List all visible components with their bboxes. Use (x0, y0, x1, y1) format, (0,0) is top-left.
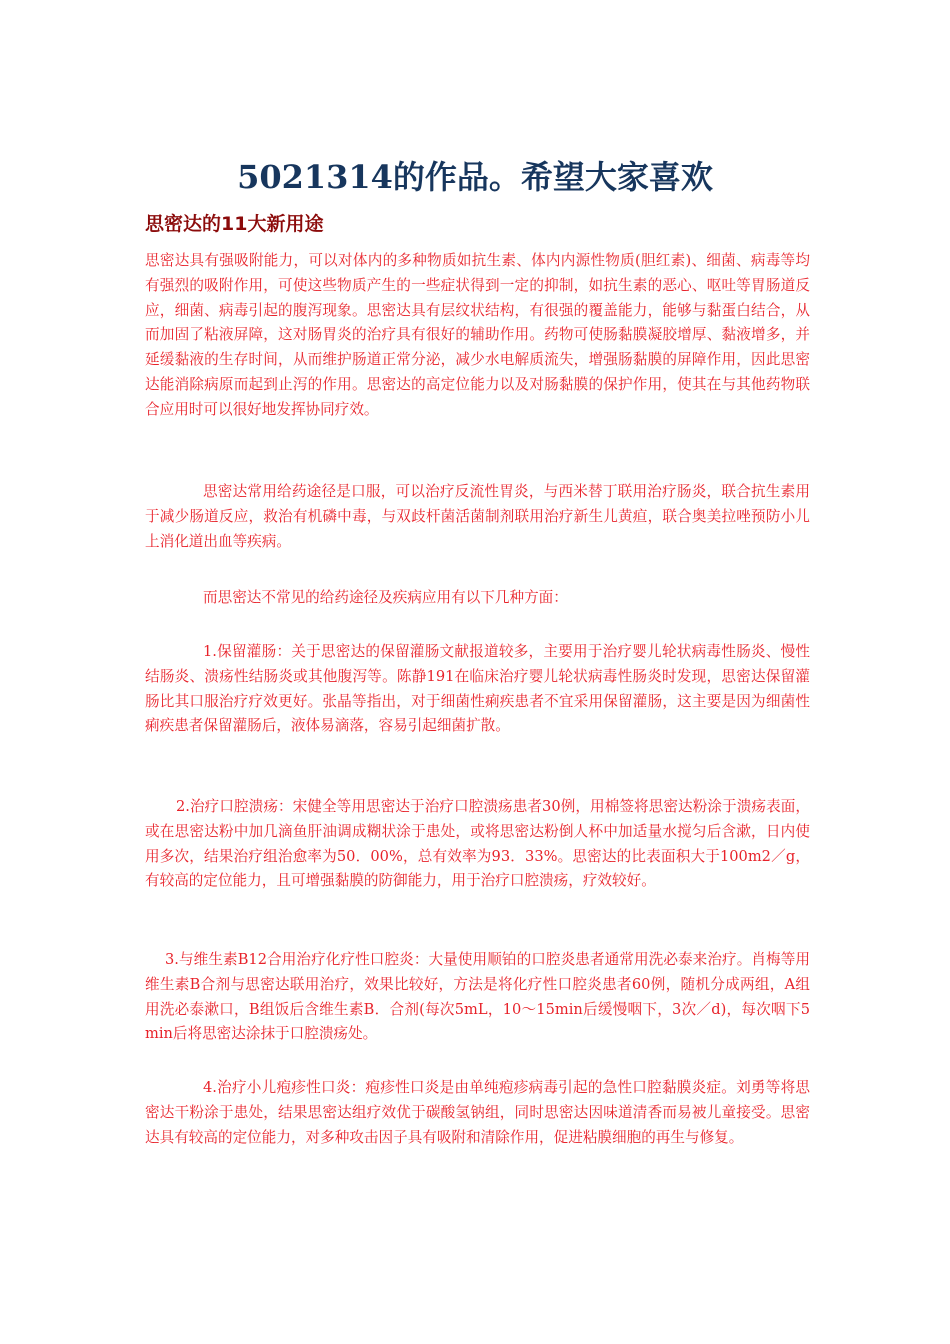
section-heading: 思密达的11大新用途 (145, 213, 324, 235)
paragraph-item-4-herpetic-stomatitis: 4.治疗小儿疱疹性口炎：疱疹性口炎是由单纯疱疹病毒引起的急性口腔黏膜炎症。刘勇等将思密达干粉涂于患处，结果思密达组疗效优于碳酸氢钠组，同时思密达因味道清香而易被儿童接受。思密达具有较高的定位能力，对多种攻击因子具有吸附和清除作用，促进粘膜细胞的再生与修复。 (145, 1079, 810, 1146)
paragraph-item-2-oral-ulcer: 2.治疗口腔溃疡：宋健全等用思密达于治疗口腔溃疡患者30例，用棉签将思密达粉涂于溃疡表面，或在思密达粉中加几滴鱼肝油调成糊状涂于患处，或将思密达粉倒人杯中加适量水搅匀后含漱，日内使用多次，结果治疗组治愈率为50．00%，总有效率为93．33%。思密达的比表面积大于100m2／g，有较高的定位能力，且可增强黏膜的防御能力，用于治疗口腔溃疡，疗效较好。 (145, 798, 810, 890)
paragraph-uncommon-routes-lead: 而思密达不常见的给药途径及疾病应用有以下几种方面： (203, 589, 568, 606)
page-title: 5021314的作品。希望大家喜欢 (237, 158, 713, 196)
paragraph-item-3-vitamin-b12: 3.与维生素B12合用治疗化疗性口腔炎：大量使用顺铂的口腔炎患者通常用洗必泰来治疗。肖梅等用维生素B合剂与思密达联用治疗，效果比较好，方法是将化疗性口腔炎患者60例，随机分成两组，A组用洗必泰漱口，B组饭后含维生素B．合剂(每次5mL，10～15min后缓慢咽下，3次／d)，每次咽下5min后将思密达涂抹于口腔溃疡处。 (145, 951, 810, 1043)
paragraph-intro: 思密达具有强吸附能力，可以对体内的多种物质如抗生素、体内内源性物质(胆红素)、细菌、病毒等均有强烈的吸附作用，可使这些物质产生的一些症状得到一定的抑制，如抗生素的恶心、呕吐等胃肠道反应，细菌、病毒引起的腹泻现象。思密达具有层纹状结构，有很强的覆盖能力，能够与黏蛋白结合，从而加固了粘液屏障，这对肠胃炎的治疗具有很好的辅助作用。药物可使肠黏膜凝胶增厚、黏液增多，并延缓黏液的生存时间，从而维护肠道正常分泌，减少水电解质流失，增强肠黏膜的屏障作用，因此思密达能消除病原而起到止泻的作用。思密达的高定位能力以及对肠黏膜的保护作用，使其在与其他药物联合应用时可以很好地发挥协同疗效。 (145, 252, 810, 418)
paragraph-item-1-enema: 1.保留灌肠：关于思密达的保留灌肠文献报道较多，主要用于治疗婴儿轮状病毒性肠炎、慢性结肠炎、溃疡性结肠炎或其他腹泻等。陈静191在临床治疗婴儿轮状病毒性肠炎时发现，思密达保留灌肠比其口服治疗疗效更好。张晶等指出，对于细菌性痢疾患者不宜采用保留灌肠，这主要是因为细菌性痢疾患者保留灌肠后，液体易滴落，容易引起细菌扩散。 (145, 643, 810, 735)
paragraph-common-routes: 思密达常用给药途径是口服，可以治疗反流性胃炎，与西米替丁联用治疗肠炎，联合抗生素用于减少肠道反应，救治有机磷中毒，与双歧杆菌活菌制剂联用治疗新生儿黄疸，联合奥美拉唑预防小儿上消化道出血等疾病。 (145, 483, 810, 550)
